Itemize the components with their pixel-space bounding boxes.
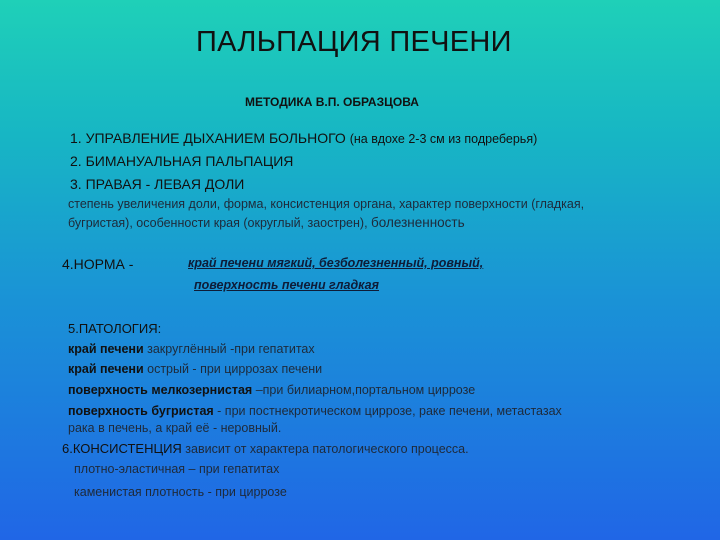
pathology-row-2-text: острый - при циррозах печени (143, 362, 323, 376)
pathology-row-2 (68, 363, 322, 376)
pathology-row-4-term: поверхность бугристая (68, 404, 214, 418)
list-item-2: 2. БИМАНУАЛЬНАЯ ПАЛЬПАЦИЯ (70, 153, 294, 169)
norm-line-2: поверхность печени гладкая (194, 278, 379, 292)
consistency-line-2: каменистая плотность - при циррозе (74, 485, 287, 499)
lobes-description-text: бугристая), особенности края (округлый, заострен), (68, 216, 368, 230)
subtitle: МЕТОДИКА В.П. ОБРАЗЦОВА (245, 95, 419, 109)
pathology-row-3-term: поверхность мелкозернистая (68, 383, 253, 397)
pathology-row-4-text: - при постнекротическом циррозе, раке печени, метастазах (213, 404, 562, 418)
norm-line-1: край печени мягкий, безболезненный, ровный, (188, 256, 484, 270)
pathology-row-3 (68, 384, 475, 397)
pathology-row-1-text: закруглённый -при гепатитах (143, 342, 315, 356)
consistency-heading-row (62, 442, 469, 456)
list-item-1 (70, 131, 537, 146)
pathology-heading: 5.ПАТОЛОГИЯ: (68, 321, 162, 336)
norm-label: 4.НОРМА - (62, 256, 134, 272)
pathology-row-1 (68, 343, 315, 356)
pathology-row-2-term: край печени (68, 362, 144, 376)
pathology-row-4 (68, 405, 562, 418)
consistency-heading: 6.КОНСИСТЕНЦИЯ (62, 441, 182, 456)
lobes-description-line-1: степень увеличения доли, форма, консистенция органа, характер поверхности (гладкая, (68, 197, 585, 211)
list-item-1-note: (на вдохе 2-3 см из подреберья) (349, 132, 538, 146)
page-title: ПАЛЬПАЦИЯ ПЕЧЕНИ (196, 26, 512, 58)
pathology-row-3-text: –при билиарном,портальном циррозе (252, 383, 476, 397)
list-item-1-main: 1. УПРАВЛЕНИЕ ДЫХАНИЕМ БОЛЬНОГО (70, 130, 346, 146)
consistency-line-1: плотно-эластичная – при гепатитах (74, 462, 280, 476)
consistency-heading-text: зависит от характера патологического процесса. (181, 442, 469, 456)
lobes-description-line-2 (68, 216, 465, 230)
pathology-row-1-term: край печени (68, 342, 144, 356)
list-item-3: 3. ПРАВАЯ - ЛЕВАЯ ДОЛИ (70, 176, 245, 192)
tenderness-text: болезненность (371, 215, 465, 230)
pathology-row-5: рака в печень, а край её - неровный. (68, 421, 282, 435)
